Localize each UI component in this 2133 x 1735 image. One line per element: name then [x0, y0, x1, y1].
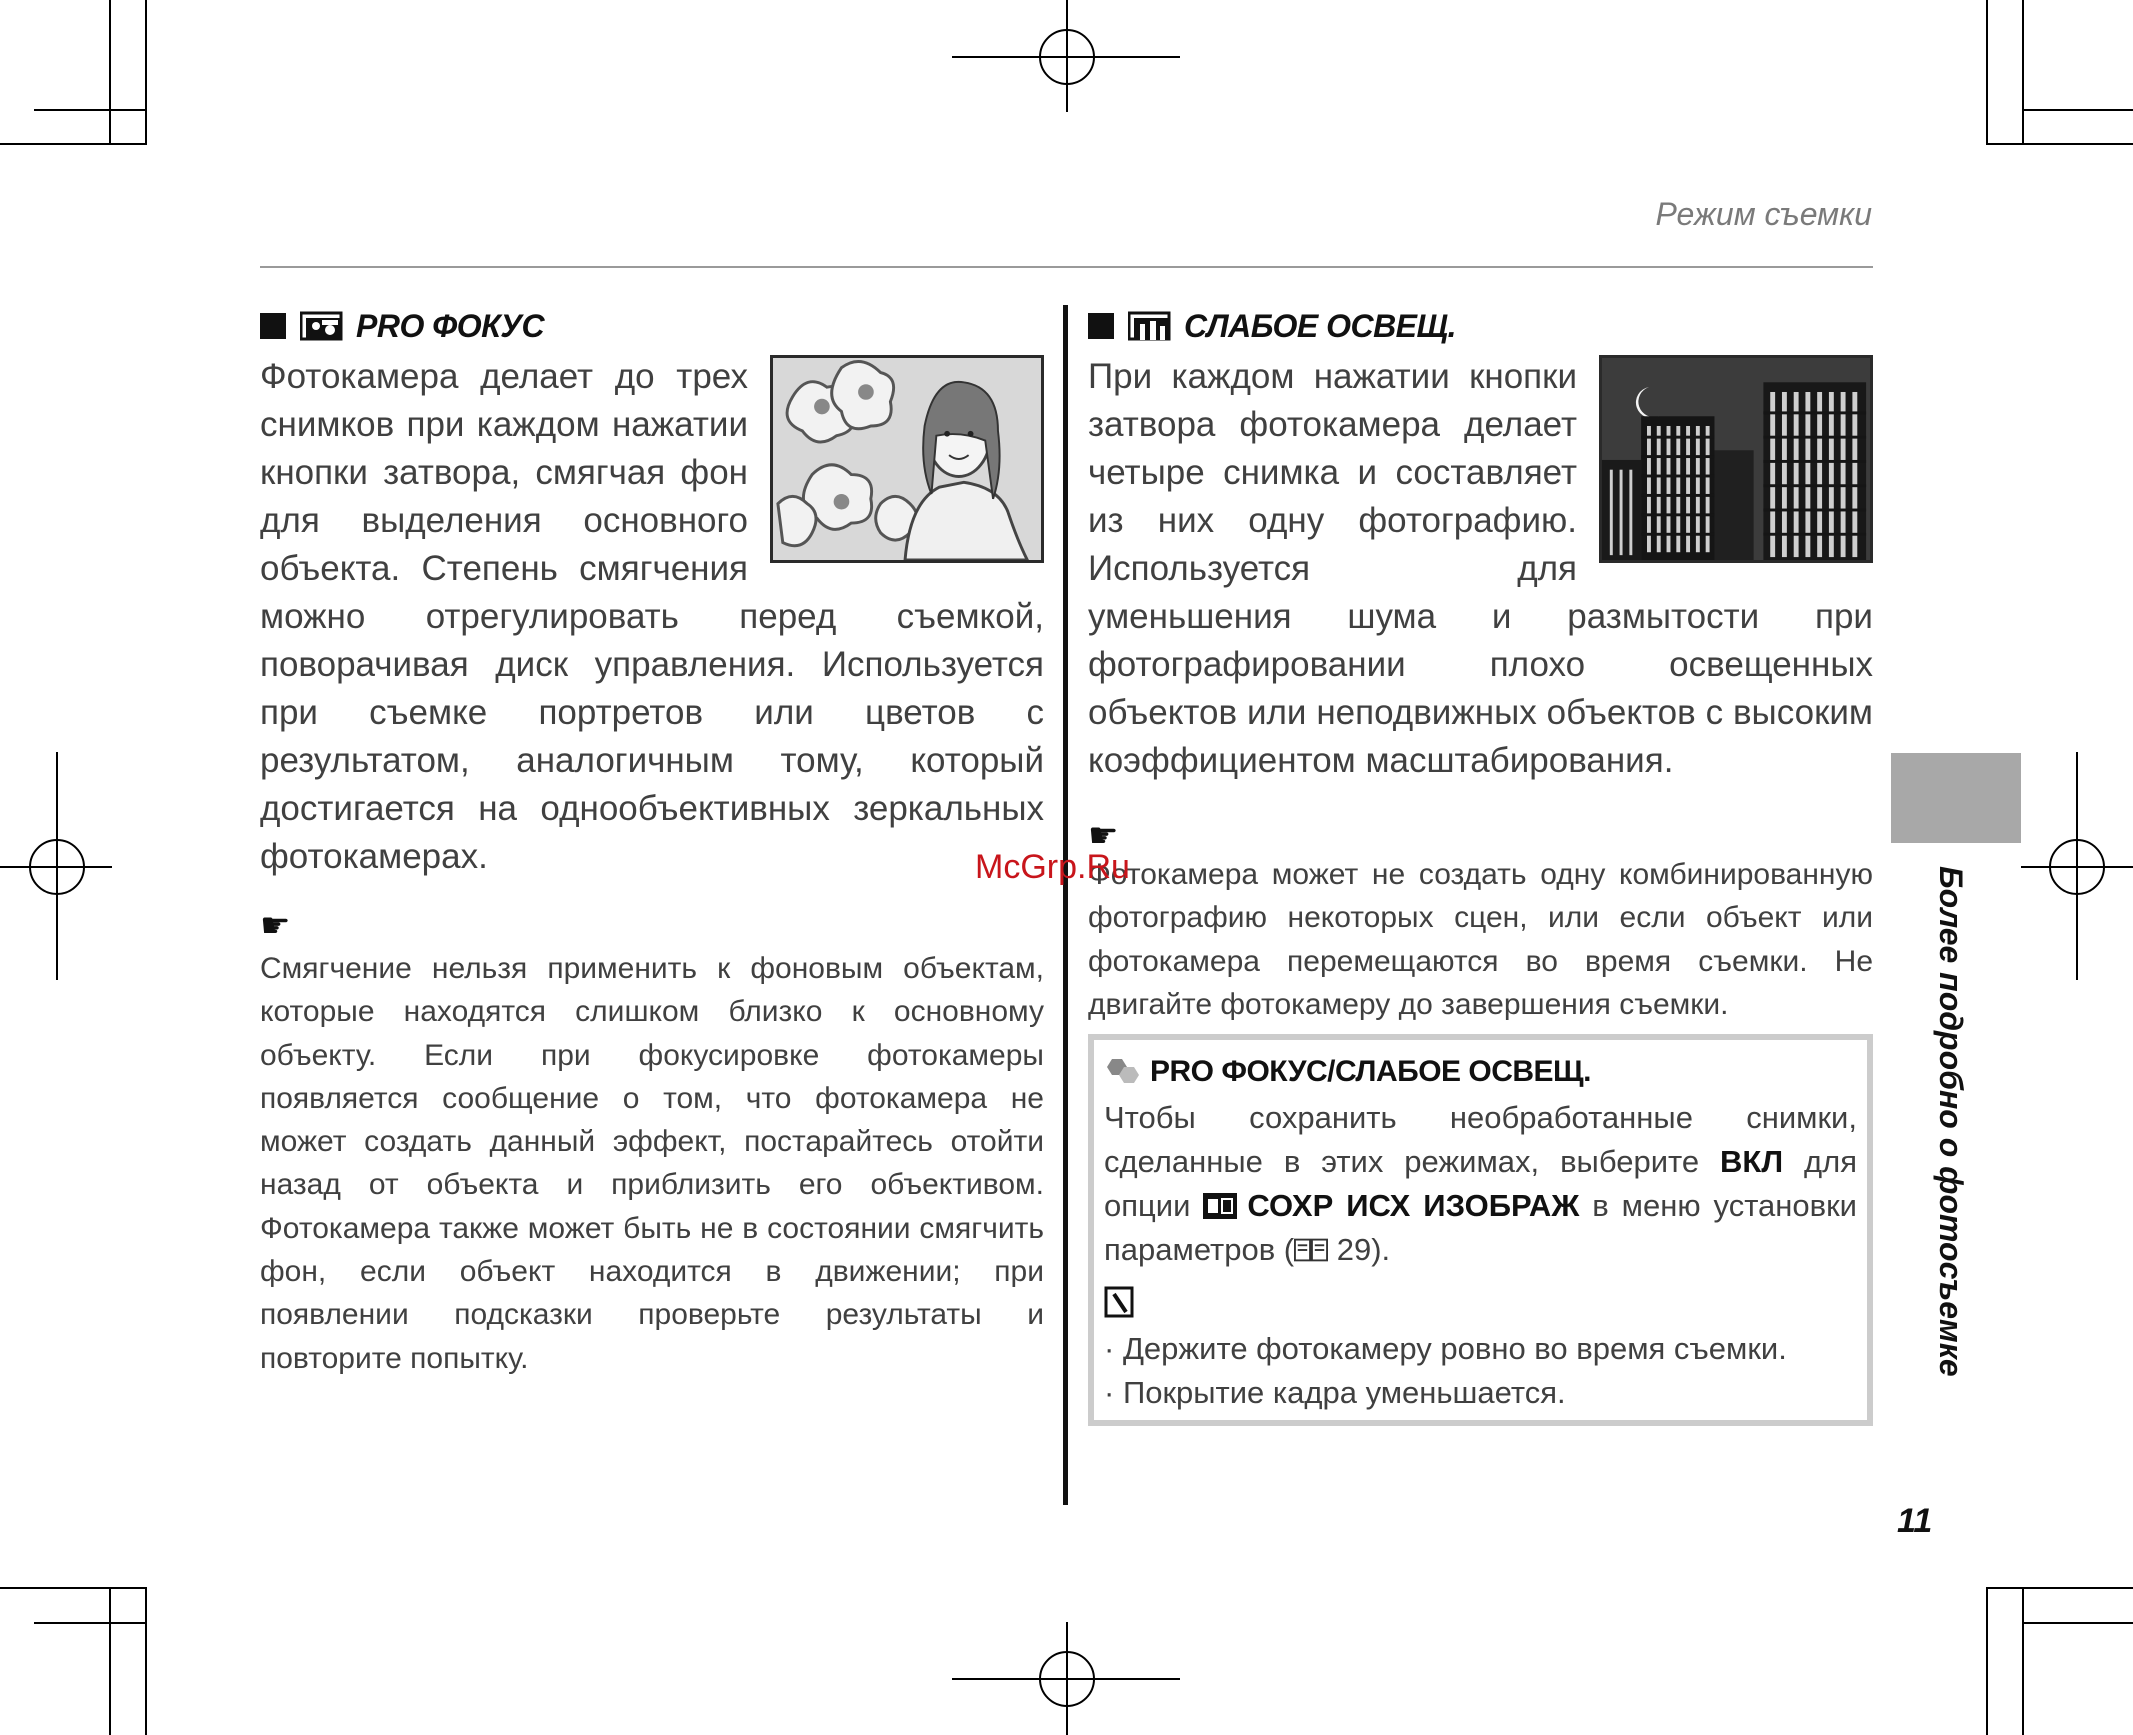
- low-light-paragraph: [1088, 353, 1873, 785]
- crop-mark: [34, 109, 145, 111]
- on-option-label: ВКЛ: [1720, 1144, 1784, 1179]
- registration-circle: [1039, 29, 1095, 85]
- crop-mark: [145, 0, 147, 145]
- pro-focus-mode-icon: [300, 310, 346, 342]
- low-light-title: СЛАБОЕ ОСВЕЩ.: [1184, 307, 1457, 344]
- tip-bullet: · Покрытие кадра уменьшается.: [1104, 1375, 1566, 1410]
- tip-text-part: для опции: [1104, 1144, 1857, 1223]
- crop-mark: [2022, 0, 2024, 145]
- page-number: 11: [1897, 1502, 1933, 1540]
- crop-mark: [0, 1587, 147, 1589]
- memo-icon: [1104, 1286, 1136, 1318]
- book-page-icon: [1294, 1237, 1328, 1263]
- tip-text-part: Чтобы сохранить необработанные снимки, сделанные в этих режимах, выберите: [1104, 1100, 1857, 1179]
- chapter-side-label-text: Более подробно о фотосъемке: [1933, 866, 1969, 1377]
- pro-focus-title: PRO ФОКУС: [356, 307, 545, 344]
- crop-mark: [1986, 0, 1988, 145]
- tip-title: PRO ФОКУС/СЛАБОЕ ОСВЕЩ.: [1150, 1055, 1591, 1088]
- tip-hexagon-icon: [1104, 1057, 1144, 1087]
- page-reference: 29).: [1328, 1232, 1391, 1267]
- tip-bullet: · Держите фотокамеру ровно во время съемки.: [1104, 1331, 1787, 1366]
- crop-mark: [1986, 1587, 1988, 1735]
- pro-focus-paragraph: [260, 353, 1044, 881]
- crop-mark: [2022, 1587, 2024, 1735]
- tip-bullet-text: Держите фотокамеру ровно во время съемки.: [1122, 1331, 1787, 1366]
- pro-focus-heading: [260, 305, 1044, 347]
- chapter-tab: [1891, 753, 2021, 843]
- pointing-hand-icon: ☛: [1088, 817, 1119, 855]
- crop-mark: [109, 1587, 111, 1735]
- tip-heading: [1104, 1050, 1857, 1094]
- tip-paragraph: [1104, 1096, 1857, 1272]
- watermark: McGrp.Ru: [975, 848, 1130, 886]
- low-light-mode-icon: [1128, 310, 1174, 342]
- crop-mark: [145, 1587, 147, 1735]
- left-column: [260, 305, 1044, 1380]
- tip-box: [1088, 1034, 1873, 1426]
- registration-circle: [29, 839, 85, 895]
- save-original-icon: [1203, 1193, 1237, 1219]
- crop-mark: [1986, 1587, 2133, 1589]
- portrait-flowers-photo: [770, 355, 1044, 563]
- registration-circle: [2049, 839, 2105, 895]
- crop-mark: [109, 0, 111, 145]
- section-title: Режим съемки: [1655, 196, 1872, 232]
- tip-text-part: в меню установки параметров (: [1104, 1188, 1857, 1267]
- low-light-paragraph-text: При каждом нажатии кнопки затвора фотокамера делает четыре снимка и составляет из них одну фотографию. Используется для уменьшения шума и размытости при фотографировании плохо освещенных объектов или неподвижных объектов с высоким коэффициентом масштабирования.: [1088, 357, 1873, 780]
- pro-focus-paragraph-text: Фотокамера делает до трех снимков при каждом нажатии кнопки затвора, смягчая фон для выделения основного объекта. Степень смягчения можно отрегулировать перед съемкой, поворачивая диск управления. Используется при съемке портретов или цветов с результатом, аналогичным тому, который достигается на однообъективных зеркальных фотокамерах.: [260, 357, 1044, 876]
- crop-mark: [2022, 109, 2133, 111]
- chapter-side-label: [1925, 866, 1985, 1406]
- crop-mark: [2022, 1622, 2133, 1624]
- header-rule: [260, 266, 1873, 268]
- low-light-note: Фотокамера может не создать одну комбинированную фотографию некоторых сцен, или если объект или фотокамера перемещаются во время съемки. Не двигайте фотокамеру до завершения съемки.: [1088, 858, 1873, 1021]
- column-divider: [1063, 305, 1068, 1505]
- square-bullet-icon: [260, 313, 286, 339]
- square-bullet-icon: [1088, 313, 1114, 339]
- low-light-heading: [1088, 305, 1873, 347]
- night-city-photo: [1599, 355, 1873, 563]
- crop-mark: [0, 143, 147, 145]
- right-column: [1088, 305, 1873, 1026]
- tip-bullet-text: Покрытие кадра уменьшается.: [1122, 1375, 1566, 1410]
- pointing-hand-icon: ☛: [260, 907, 291, 945]
- registration-circle: [1039, 1651, 1095, 1707]
- crop-mark: [34, 1622, 145, 1624]
- crop-mark: [1986, 143, 2133, 145]
- pro-focus-note: Смягчение нельзя применить к фоновым объектам, которые находятся слишком близко к основному объекту. Если при фокусировке фотокамеры появляется сообщение о том, что фотокамера не может создать данный эффект, постарайтесь отойти назад от объекта и приблизить его объективом. Фотокамера также может быть не в состоянии смягчить фон, если объект находится в движении; при появлении подсказки проверьте результаты и повторите попытку.: [260, 952, 1044, 1375]
- save-original-option-label: СОХР ИСХ ИЗОБРАЖ: [1247, 1188, 1580, 1223]
